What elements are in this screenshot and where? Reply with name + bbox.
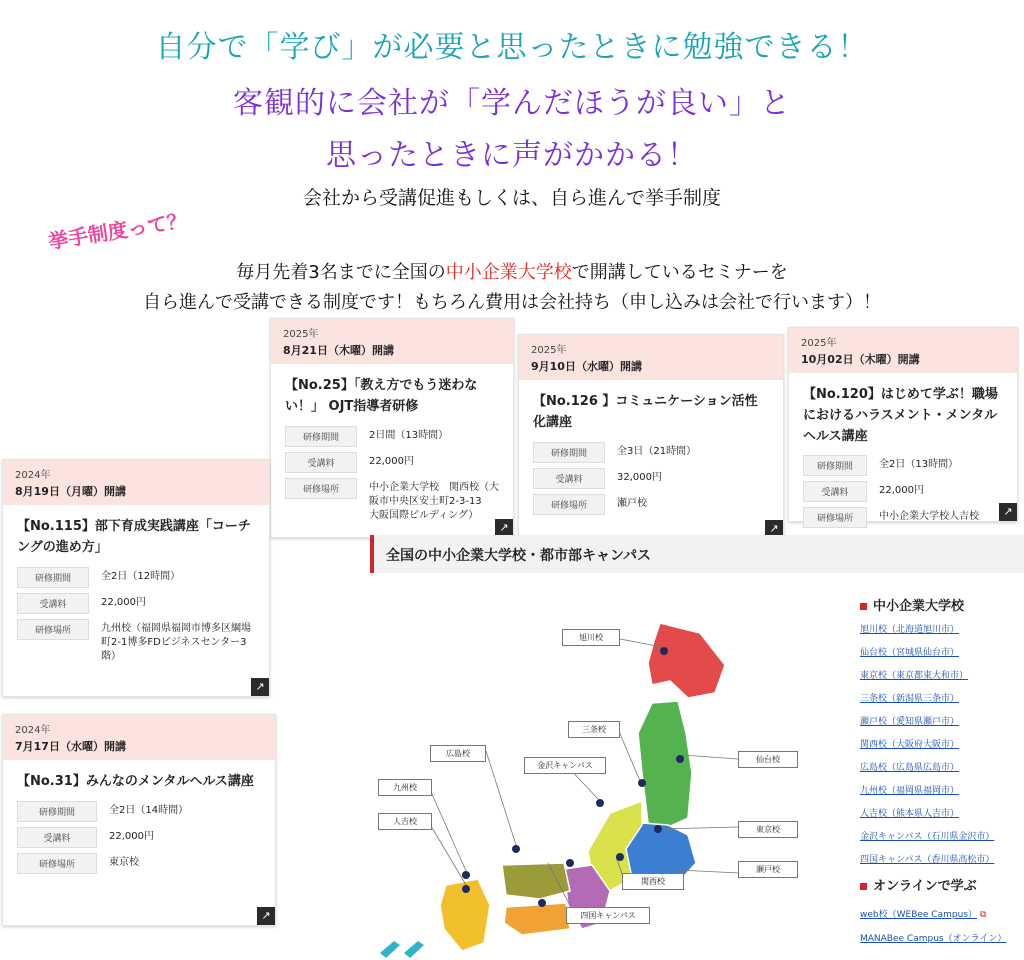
period-label: 研修期間: [533, 442, 605, 463]
card-date: 7月17日（水曜）開講: [15, 740, 126, 753]
online-title: オンラインで学ぶ: [860, 875, 1024, 894]
card-row-fee: [789, 481, 1017, 502]
card-date: 9月10日（水曜）開講: [531, 360, 642, 373]
card-year: 2024年: [15, 470, 51, 481]
pin-sanjo-icon[interactable]: [638, 779, 646, 787]
map-label-sanjo[interactable]: 三条校: [568, 721, 620, 738]
legend-link-kansai[interactable]: 関西校（大阪府大阪市）: [860, 740, 960, 750]
map-section-title: 全国の中小企業大学校・都市部キャンパス: [370, 535, 1024, 573]
period-value: 全2日（12時間）: [101, 570, 181, 582]
card-row-place: [271, 478, 513, 523]
seminar-card-no126[interactable]: [518, 334, 784, 539]
description-line-1: [0, 258, 1024, 284]
card-header: [3, 715, 275, 760]
pin-kanazawa-icon[interactable]: [596, 799, 604, 807]
seminar-card-no31[interactable]: [2, 714, 276, 926]
legend-title: 中小企業大学校: [860, 595, 1024, 614]
card-header: [3, 460, 269, 505]
legend-link-hitoyoshi[interactable]: 人吉校（熊本県人吉市）: [860, 809, 960, 819]
period-label: 研修期間: [285, 426, 357, 447]
online-link-webee[interactable]: web校（WEBee Campus）: [860, 910, 977, 920]
place-label: 研修場所: [17, 853, 97, 874]
pin-kyushu-icon[interactable]: [462, 871, 470, 879]
card-row-place: [3, 619, 269, 664]
campus-legend: [860, 595, 1024, 954]
description-text: 毎月先着3名までに全国の: [236, 262, 446, 283]
pin-shikoku-icon[interactable]: [538, 899, 546, 907]
subheadline: 会社から受講促進もしくは、自ら進んで挙手制度: [302, 187, 721, 209]
legend-link-kanazawa[interactable]: 金沢キャンパス（石川県金沢市）: [860, 832, 995, 842]
pin-asahikawa-icon[interactable]: [660, 647, 668, 655]
card-row-fee: [3, 593, 269, 614]
fee-value: 32,000円: [617, 471, 662, 483]
card-header: [271, 319, 513, 364]
map-label-hitoyoshi[interactable]: 人吉校: [378, 813, 432, 830]
card-row-place: [3, 853, 275, 874]
card-title[interactable]: 【No.115】部下育成実践講座「コーチングの進め方」: [17, 519, 251, 555]
arrow-icon[interactable]: ↗: [251, 678, 269, 696]
legend-link-asahikawa[interactable]: 旭川校（北海道旭川市）: [860, 625, 960, 635]
place-label: 研修場所: [285, 478, 357, 499]
place-value: 九州校（福岡県福岡市博多区綱場町2-1博多FDビジネスセンター3階）: [101, 622, 251, 662]
period-label: 研修期間: [17, 567, 89, 588]
card-year: 2025年: [531, 345, 567, 356]
question-label: 挙手制度って？: [46, 208, 189, 254]
map-label-kyushu[interactable]: 九州校: [378, 779, 432, 796]
place-value: 瀬戸校: [617, 497, 647, 509]
fee-label: 受講料: [17, 593, 89, 614]
card-row-period: [519, 442, 783, 463]
headline-line-1: 自分で「学び」が必要と思ったときに勉強できる！: [155, 30, 869, 65]
arrow-icon[interactable]: ↗: [999, 503, 1017, 521]
card-row-place: [519, 494, 783, 515]
pin-tokyo-icon[interactable]: [654, 825, 662, 833]
card-title[interactable]: 【No.126 】コミュニケーション活性化講座: [533, 394, 758, 430]
pin-seto-icon[interactable]: [616, 853, 624, 861]
online-link-row: [860, 902, 1024, 921]
legend-link-tokyo[interactable]: 東京校（東京都東大和市）: [860, 671, 969, 681]
map-label-shikoku[interactable]: 四国キャンパス: [566, 907, 650, 924]
card-row-fee: [271, 452, 513, 473]
period-value: 全2日（14時間）: [109, 804, 189, 816]
card-row-period: [3, 567, 269, 588]
period-label: 研修期間: [803, 455, 867, 476]
card-row-place: [789, 507, 1017, 528]
period-value: 2日間（13時間）: [369, 429, 449, 441]
legend-link-seto[interactable]: 瀬戸校（愛知県瀬戸市）: [860, 717, 960, 727]
card-date: 8月21日（木曜）開講: [283, 344, 394, 357]
region-hokkaido[interactable]: [648, 623, 725, 698]
period-value: 全3日（21時間）: [617, 445, 697, 457]
map-label-kanazawa[interactable]: 金沢キャンパス: [524, 757, 606, 774]
seminar-card-no115[interactable]: [2, 459, 270, 697]
place-label: 研修場所: [533, 494, 605, 515]
fee-label: 受講料: [17, 827, 97, 848]
fee-label: 受講料: [285, 452, 357, 473]
place-value: 中小企業大学校人吉校: [879, 511, 979, 523]
legend-link-sanjo[interactable]: 三条校（新潟県三条市）: [860, 694, 960, 704]
card-row-fee: [3, 827, 275, 848]
period-value: 全2日（13時間）: [879, 459, 959, 471]
pin-hiroshima-icon[interactable]: [512, 845, 520, 853]
description-text: で開講しているセミナーを: [571, 262, 788, 283]
card-date: 8月19日（月曜）開講: [15, 485, 126, 498]
card-row-period: [789, 455, 1017, 476]
arrow-icon[interactable]: ↗: [495, 519, 513, 537]
region-shikoku[interactable]: [504, 903, 570, 935]
card-title[interactable]: 【No.120】はじめて学ぶ！職場におけるハラスメント・メンタルヘルス講座: [803, 387, 998, 444]
card-year: 2024年: [15, 725, 51, 736]
legend-link-kyushu[interactable]: 九州校（福岡県福岡市）: [860, 786, 960, 796]
headline-line-2: 客観的に会社が「学んだほうが良い」と: [233, 86, 791, 121]
card-year: 2025年: [801, 338, 837, 349]
map-label-hiroshima[interactable]: 広島校: [430, 745, 486, 762]
pin-kansai-icon[interactable]: [566, 859, 574, 867]
map-label-tokyo[interactable]: 東京校: [738, 821, 798, 838]
map-label-asahikawa[interactable]: 旭川校: [562, 629, 620, 646]
region-okinawa-accent: [380, 941, 400, 958]
arrow-icon[interactable]: ↗: [765, 520, 783, 538]
region-tohoku[interactable]: [638, 701, 692, 828]
card-row-period: [3, 801, 275, 822]
card-row-period: [271, 426, 513, 447]
seminar-card-no25[interactable]: [270, 318, 514, 538]
card-date: 10月02日（木曜）開講: [801, 353, 920, 366]
fee-value: 22,000円: [101, 596, 146, 608]
map-label-kansai[interactable]: 関西校: [622, 873, 684, 890]
fee-value: 22,000円: [109, 830, 154, 842]
fee-label: 受講料: [533, 468, 605, 489]
card-title[interactable]: 【No.25】「教え方でもう迷わない！」 OJT指導者研修: [285, 378, 478, 414]
card-title[interactable]: 【No.31】みんなのメンタルヘルス講座: [17, 774, 254, 789]
region-okinawa-accent: [404, 941, 424, 958]
legend-link-sendai[interactable]: 仙台校（宮城県仙台市）: [860, 648, 960, 658]
campus-map-panel: [370, 535, 1024, 960]
place-label: 研修場所: [17, 619, 89, 640]
arrow-icon[interactable]: ↗: [257, 907, 275, 925]
description-line-2: 自ら進んで受講できる制度です！もちろん費用は会社持ち（申し込みは会社で行います）！: [143, 292, 881, 313]
place-value: 中小企業大学校 関西校（大阪市中央区安土町2-3-13 大阪国際ビルディング）: [369, 481, 499, 521]
map-label-sendai[interactable]: 仙台校: [738, 751, 798, 768]
online-link-manabee[interactable]: MANABee Campus（オンライン）: [860, 934, 1007, 944]
legend-link-shikoku[interactable]: 四国キャンパス（香川県高松市）: [860, 855, 995, 865]
description-highlight: 中小企業大学校: [445, 262, 572, 283]
fee-value: 22,000円: [879, 485, 924, 497]
region-chugoku[interactable]: [502, 863, 570, 899]
fee-label: 受講料: [803, 481, 867, 502]
headline-line-3: 思ったときに声がかかる！: [326, 138, 698, 173]
place-label: 研修場所: [803, 507, 867, 528]
card-row-fee: [519, 468, 783, 489]
card-header: [519, 335, 783, 380]
map-label-seto[interactable]: 瀬戸校: [738, 861, 798, 878]
fee-value: 22,000円: [369, 455, 414, 467]
pin-hitoyoshi-icon[interactable]: [462, 885, 470, 893]
legend-link-hiroshima[interactable]: 広島校（広島県広島市）: [860, 763, 960, 773]
card-header: [789, 328, 1017, 373]
period-label: 研修期間: [17, 801, 97, 822]
pin-sendai-icon[interactable]: [676, 755, 684, 763]
seminar-card-no120[interactable]: [788, 327, 1018, 525]
card-year: 2025年: [283, 329, 319, 340]
place-value: 東京校: [109, 856, 139, 868]
external-link-icon[interactable]: ⧉: [979, 910, 987, 920]
